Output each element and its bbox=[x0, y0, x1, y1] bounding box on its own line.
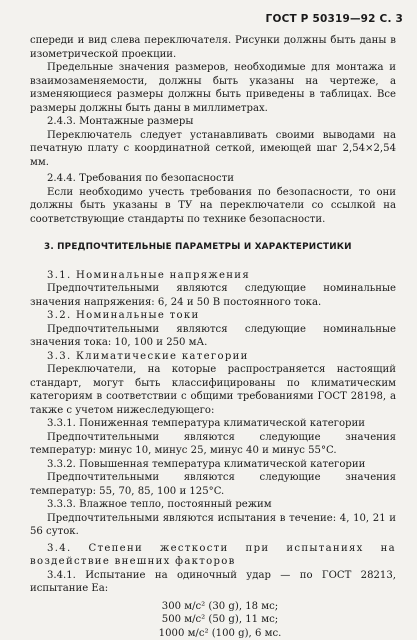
heading-3-2: 3.2. Номинальные токи bbox=[30, 309, 396, 323]
paragraph-3-3-1: Предпочтительными являются следующие значения температур: минус 10, минус 25, минус 40 и минус 55°C. bbox=[30, 431, 396, 458]
section-3-title: 3. ПРЕДПОЧТИТЕЛЬНЫЕ ПАРАМЕТРЫ И ХАРАКТЕРИСТИКИ bbox=[44, 241, 396, 255]
shock-value-line: 300 м/с² (30 g), 18 мс; bbox=[30, 600, 396, 614]
page-header: ГОСТ Р 50319—92 С. 3 bbox=[266, 13, 403, 25]
paragraph-2-4-4: Если необходимо учесть требования по безопасности, то они должны быть указаны в ТУ на переключатели со ссылкой на соответствующие стандарты по технике безопасности. bbox=[30, 186, 396, 227]
paragraph-2-4-3: Переключатель следует устанавливать своими выводами на печатную плату с координатной сеткой, имеющей шаг 2,54×2,54 мм. bbox=[30, 129, 396, 170]
paragraph-3-3-3: Предпочтительными являются испытания в течение: 4, 10, 21 и 56 суток. bbox=[30, 512, 396, 539]
heading-3-1: 3.1. Номинальные напряжения bbox=[30, 269, 396, 283]
heading-3-3-2: 3.3.2. Повышенная температура климатической категории bbox=[30, 458, 396, 472]
paragraph-3-4-1: 3.4.1. Испытание на одиночный удар — по ГОСТ 28213, испытание Еа: bbox=[30, 569, 396, 596]
paragraph-3-1: Предпочтительными являются следующие номинальные значения напряжения: 6, 24 и 50 В постоянного тока. bbox=[30, 282, 396, 309]
heading-3-3-1: 3.3.1. Пониженная температура климатической категории bbox=[30, 417, 396, 431]
document-body bbox=[30, 34, 396, 640]
paragraph-3-2: Предпочтительными являются следующие номинальные значения тока: 10, 100 и 250 мА. bbox=[30, 323, 396, 350]
paragraph-continuation: спереди и вид слева переключателя. Рисунки должны быть даны в изометрической проекции. bbox=[30, 34, 396, 61]
paragraph-3-3: Переключатели, на которые распространяется настоящий стандарт, могут быть классифицированы по климатическим категориям в соответствии с общими требованиями ГОСТ 28198, а также с учетом нижеследующего: bbox=[30, 363, 396, 417]
shock-value-line: 1000 м/с² (100 g), 6 мс. bbox=[30, 627, 396, 640]
heading-2-4-4: 2.4.4. Требования по безопасности bbox=[30, 172, 396, 186]
heading-3-3: 3.3. Климатические категории bbox=[30, 350, 396, 364]
heading-2-4-3: 2.4.3. Монтажные размеры bbox=[30, 115, 396, 129]
shock-value-line: 500 м/с² (50 g), 11 мс; bbox=[30, 613, 396, 627]
paragraph-3-3-2: Предпочтительными являются следующие значения температур: 55, 70, 85, 100 и 125°C. bbox=[30, 471, 396, 498]
heading-3-3-3: 3.3.3. Влажное тепло, постоянный режим bbox=[30, 498, 396, 512]
paragraph-dimensions: Предельные значения размеров, необходимые для монтажа и взаимозаменяемости, должны быть указаны на чертеже, а изменяющиеся размеры должны быть приведены в таблицах. Все размеры должны быть даны в миллиметрах. bbox=[30, 61, 396, 115]
shock-values-list bbox=[30, 600, 396, 640]
heading-3-4: 3.4. Степени жесткости при испытаниях на воздействие внешних факторов bbox=[30, 542, 396, 569]
